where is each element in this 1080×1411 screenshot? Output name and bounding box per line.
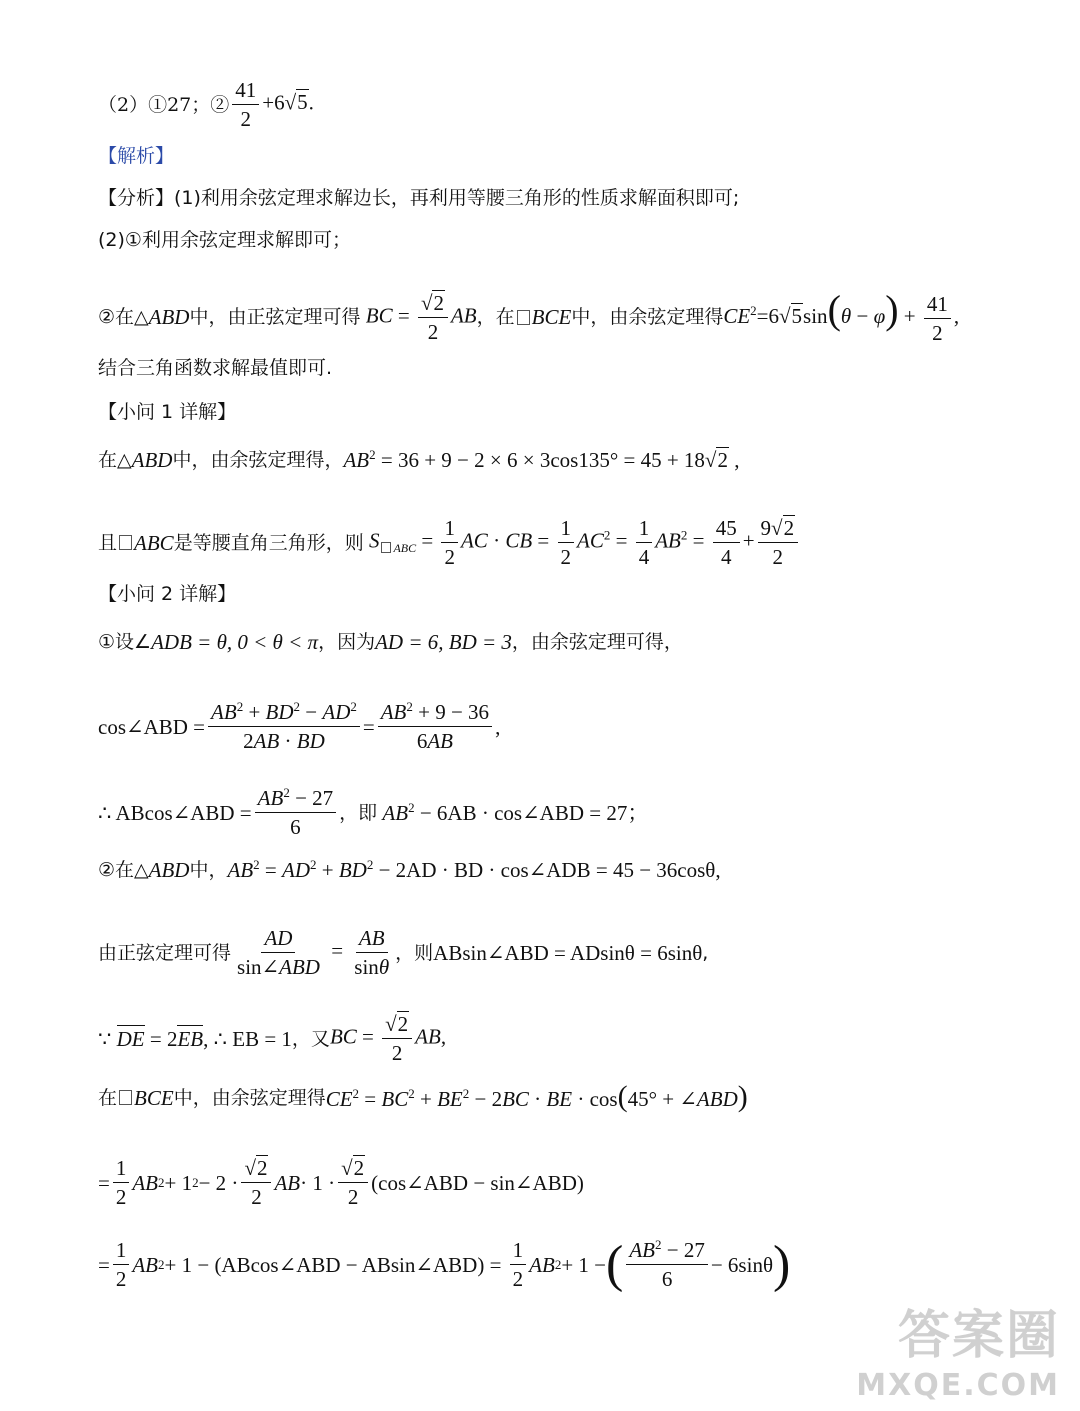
q1-line-1-text: 在△ <box>98 449 132 471</box>
q2-line-6-mid: , ∴ EB = 1 <box>203 1026 292 1051</box>
watermark-logo <box>850 1293 1060 1403</box>
q2-line-1 <box>98 628 1040 656</box>
fenxi-heading-text: 【分析】 <box>98 187 175 209</box>
because-symbol: ∵ <box>98 1026 112 1051</box>
q1-line-2: 且 ABC 是等腰直角三角形，则 S $_{ABC}$ = $\frac{1}{2}$ AC · CB = $\frac{1}{2}$ $AC^2$ = $\frac{1}{4}$ $AB^2$ = $\frac{45}{4}$ + $\frac{9√2}{2}$ <box>98 516 1040 569</box>
q2-line-3-mid: ，即 <box>339 801 378 824</box>
q1-heading-text: 【小问 1 详解】 <box>98 401 237 423</box>
analysis-line-4-text: 结合三角函数求解最值即可. <box>98 357 333 379</box>
q2-heading-text: 【小问 2 详解】 <box>98 583 237 605</box>
watermark-line-2: MXQE.COM <box>856 1368 1060 1403</box>
q1-line-2-sub: ABC <box>393 541 417 556</box>
q1-line-2-text: 且 <box>98 531 118 554</box>
answer-tail: +6 <box>262 90 285 115</box>
q2-line-2-lhs: cos∠ABD = <box>98 714 206 739</box>
q2-line-1-math2: AD = 6, BD = 3 <box>375 630 512 654</box>
q2-line-1-text: ①设∠ <box>98 631 152 653</box>
q2-heading <box>98 580 1040 608</box>
q2-line-1-text2: ，因为 <box>318 631 376 653</box>
missing-glyph-icon <box>517 310 530 325</box>
q2-line-6: ∵ DE = 2EB , ∴ EB = 1 ，又 BC = $\frac{√2}{2}$ AB, <box>98 1012 447 1066</box>
analysis-line-3-d: 中，由余弦定理得 <box>571 306 724 329</box>
q2-line-7-text: 在 <box>98 1086 118 1109</box>
answer-frac-num: 41 <box>232 78 259 105</box>
q2-line-4: ②在△ ABD 中， $AB^2 = AD^2 + BD^2 - 2AD$ · BD · cos∠ADB = 45 − 36cosθ, <box>98 857 721 882</box>
missing-glyph-icon <box>381 542 391 553</box>
answer-frac-den: 2 <box>240 107 252 132</box>
q2-line-3-rhs: − 6AB · cos∠ABD = 27 <box>419 800 628 825</box>
jiexi-heading <box>98 142 1040 170</box>
q2-line-3-lhs: ∴ ABcos∠ABD = <box>98 800 252 825</box>
q1-line-1-text2: 中，由余弦定理得， <box>172 449 344 471</box>
answer-root: 5 <box>297 90 308 115</box>
q2-line-8-tail: (cos∠ABD − sin∠ABD) <box>371 1170 584 1195</box>
analysis-line-3-a: ②在△ <box>98 306 149 329</box>
q2-line-1-text3: ，由余弦定理可得， <box>511 631 683 653</box>
missing-glyph-icon <box>119 535 132 550</box>
answer-prefix: （2）①27；② <box>98 93 230 116</box>
watermark-line-1: 答案圈 <box>897 1306 1060 1366</box>
q2-line-9: = $\frac{1}{2}$ AB 2 + 1 − (ABcos∠ABD − ABsin∠ABD) = $\frac{1}{2}$ AB 2 + 1 − ( $\frac{AB^2 - 27}{6}$ − 6sinθ ) <box>98 1235 791 1293</box>
q2-line-1-math: ADB = θ, 0 < θ < π <box>151 630 319 654</box>
q1-line-1: 在△ ABD 中，由余弦定理得， $AB^2 = 36 + 9 - 2 \times 6 \times 3\cos 135^\circ = 45 + 18√2$ , <box>98 447 740 472</box>
q2-line-9-tail: − 6sinθ <box>710 1252 774 1277</box>
answer-fraction <box>232 78 259 131</box>
q2-line-6-text: ，又 <box>291 1027 330 1050</box>
q2-line-5-text2: ，则 <box>395 941 434 964</box>
q2-line-8: = $\frac{1}{2}$ AB 2 + 1 2 − 2 · $\frac{√2}{2}$ AB · 1 · $\frac{√2}{2}$ (cos∠ABD − sin∠ABD) <box>98 1156 584 1210</box>
q2-line-2: cos∠ABD = $\frac{AB^2 + BD^2 - AD^2}{2AB \cdot BD}$ = $\frac{AB^2 + 9 - 36}{6AB}$ , <box>98 699 501 754</box>
analysis-line-3-b: 中，由正弦定理可得 <box>189 306 361 329</box>
q2-line-5-text: 由正弦定理可得 <box>98 941 232 964</box>
analysis-line-4 <box>98 354 1040 382</box>
analysis-line-2-text: (2)①利用余弦定理求解即可； <box>98 229 351 251</box>
q2-line-5-math: ABsin∠ABD = ADsinθ = 6sinθ <box>433 940 703 965</box>
q2-line-4-text2: 中， <box>189 859 228 881</box>
q2-line-7: 在 BCE 中，由余弦定理得 $CE^2 = BC^2 + BE^2 - 2BC$ · BE · cos(45° + ∠ABD) <box>98 1080 748 1113</box>
analysis-line-1 <box>98 184 1040 212</box>
analysis-line-1-text: (1)利用余弦定理求解边长，再利用等腰三角形的性质求解面积即可; <box>174 187 740 209</box>
q2-line-5: 由正弦定理可得 $\frac{AD}{\text{sin∠ABD}}$ = $\frac{AB}{\sin\theta}$ ，则 ABsin∠ABD = ADsinθ = 6sinθ , <box>98 926 709 980</box>
q2-line-7-text2: 中，由余弦定理得 <box>173 1086 326 1109</box>
jiexi-heading-text: 【解析】 <box>98 145 175 167</box>
analysis-line-2 <box>98 226 1040 254</box>
q2-line-3: ∴ ABcos∠ABD = $\frac{AB^2 - 27}{6}$ ，即 $AB^2 - 6AB$ · cos∠ABD = 27； <box>98 785 649 840</box>
q1-line-2-text2: 是等腰直角三角形，则 <box>173 531 364 554</box>
q2-line-4-text: ②在△ <box>98 859 149 881</box>
q2-line-4-math: − 2AD · BD · cos∠ADB = 45 − 36cosθ <box>378 858 716 882</box>
analysis-line-3-c: ，在 <box>476 306 515 329</box>
missing-glyph-icon <box>119 1090 132 1105</box>
answer-line: （2）①27；② $\frac{41}{2}$ +6√5. <box>98 78 314 132</box>
answer-end: . <box>308 90 314 115</box>
q2-line-9-mid: (ABcos∠ABD − ABsin∠ABD) = <box>214 1252 502 1277</box>
q1-line-1-math: = 36 + 9 − 2 × 6 × 3cos135° = 45 + 18 <box>380 448 705 472</box>
q1-heading <box>98 398 1040 426</box>
analysis-line-3: ②在△ ABD 中，由正弦定理可得 BC = $\frac{√2}{2}$ AB ，在 BCE 中，由余弦定理得 $CE^2=6√5\sin(\theta - \varphi)$ + $\frac{41}{2}$ , <box>98 287 960 345</box>
